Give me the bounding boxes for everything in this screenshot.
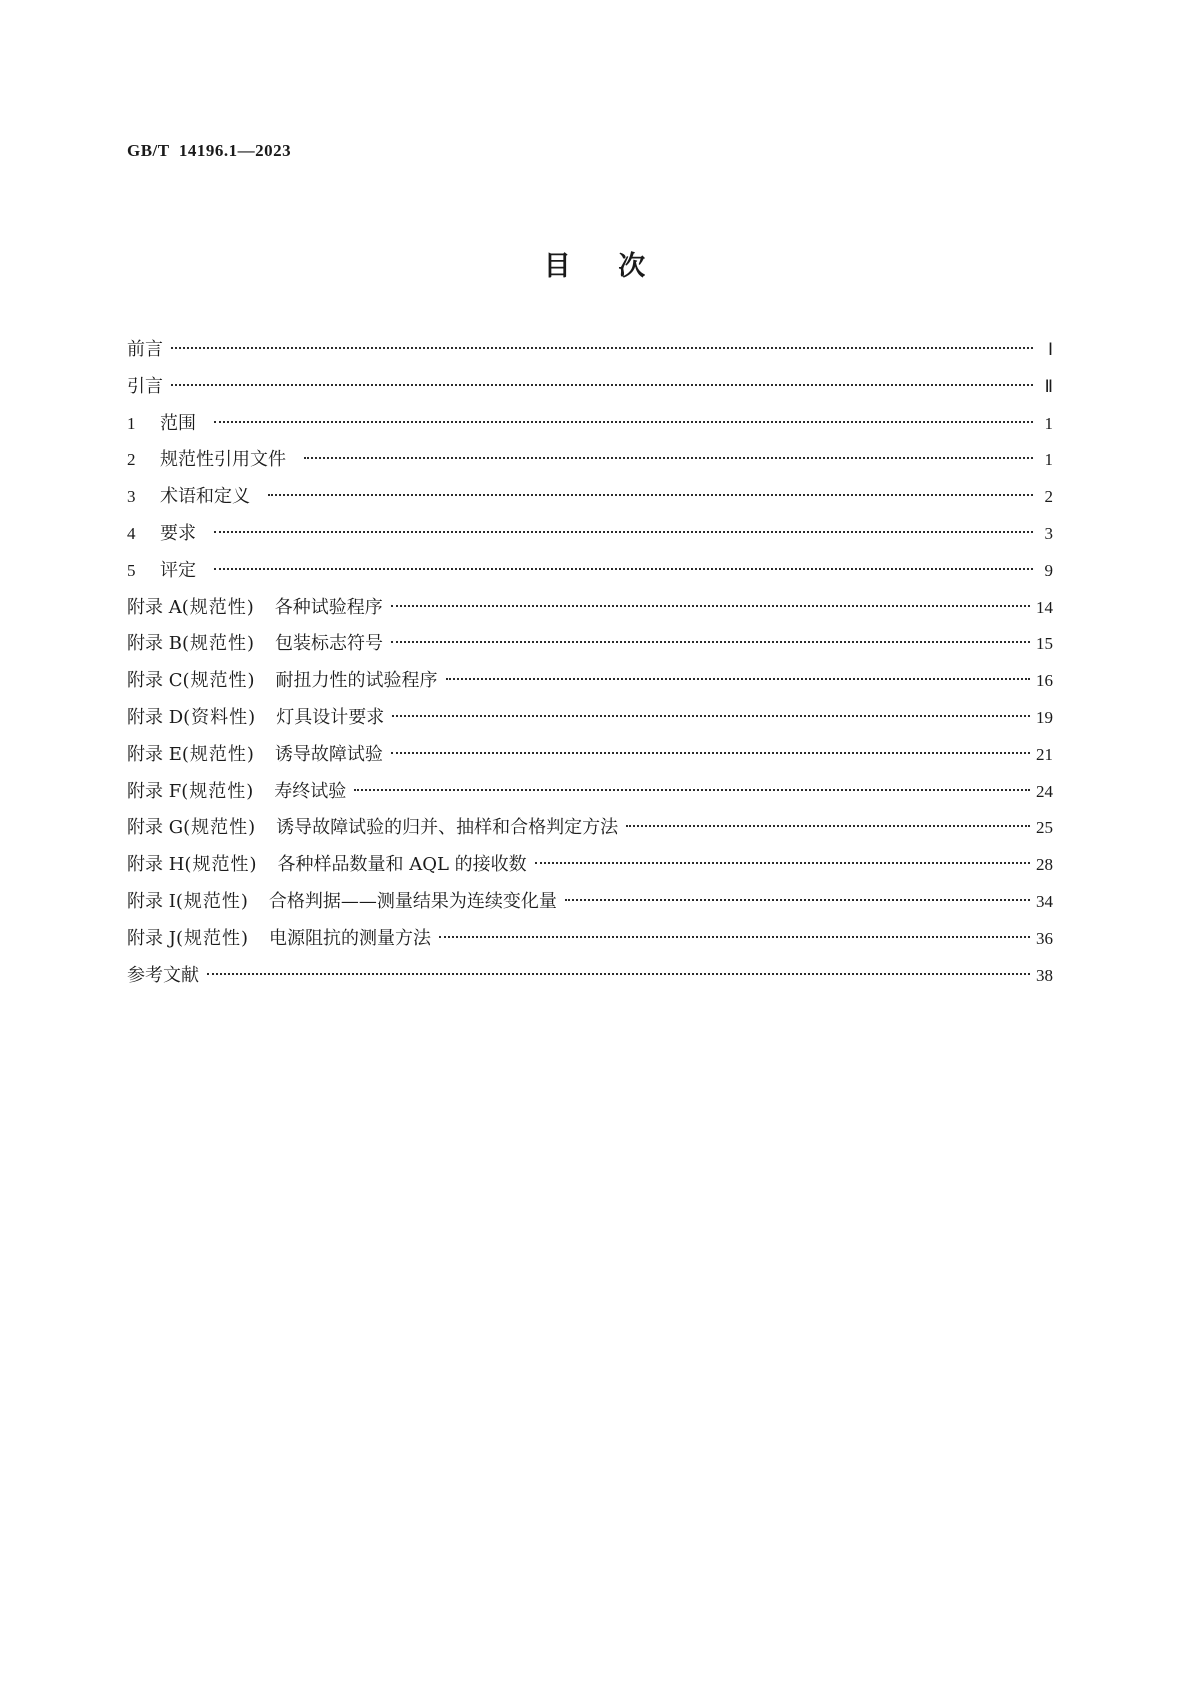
toc-entry-page: 34 — [1036, 891, 1053, 911]
toc-entry[interactable] — [127, 559, 1053, 596]
dot-leader — [171, 347, 1033, 349]
toc-entry-title: 各种样品数量和 AQL 的接收数 — [277, 854, 527, 876]
toc-entry-title: 诱导故障试验的归并、抽样和合格判定方法 — [276, 817, 619, 839]
toc-entry-title: 引言 — [127, 375, 163, 397]
toc-entry-page: 1 — [1044, 413, 1053, 433]
toc-entry-title: 电源阻抗的测量方法 — [268, 927, 431, 949]
toc-entry[interactable] — [127, 338, 1053, 375]
dot-leader — [304, 457, 1033, 459]
dot-leader — [391, 641, 1030, 643]
annex-id: 附录 G — [127, 817, 184, 839]
toc-entry-title: 灯具设计要求 — [276, 706, 385, 728]
annex-type: (资料性) — [183, 706, 257, 728]
dot-leader — [391, 605, 1030, 607]
toc-entry-annex[interactable] — [127, 706, 1053, 743]
toc-entry-page: 14 — [1036, 597, 1053, 617]
dot-leader — [214, 568, 1033, 570]
dot-leader — [439, 936, 1030, 938]
toc-entry-page: 24 — [1036, 781, 1053, 801]
toc-entry-title: 前言 — [127, 339, 163, 360]
dot-leader — [171, 384, 1033, 386]
toc-entry-annex[interactable] — [127, 780, 1053, 817]
toc-entry-title: 范围 — [160, 412, 196, 434]
toc-entry-page: 25 — [1036, 818, 1053, 838]
toc-entry[interactable] — [127, 412, 1053, 449]
toc-entry-title: 要求 — [160, 522, 196, 544]
toc-entry-page: 3 — [1044, 523, 1053, 543]
toc-entry[interactable] — [127, 964, 1053, 1001]
dot-leader — [268, 494, 1033, 496]
dot-leader — [214, 531, 1033, 533]
annex-type: (规范性) — [181, 596, 255, 618]
toc-entry[interactable] — [127, 448, 1053, 485]
toc-entry-title: 寿终试验 — [274, 780, 347, 802]
dot-leader — [391, 752, 1030, 754]
annex-id: 附录 H — [127, 854, 185, 876]
toc-entry-title: 合格判据——测量结果为连续变化量 — [268, 890, 557, 912]
toc-entry-page: 15 — [1036, 634, 1053, 654]
toc-entry[interactable] — [127, 522, 1053, 559]
annex-type: (规范性) — [183, 817, 257, 839]
toc-entry-annex[interactable] — [127, 927, 1053, 964]
dot-leader — [535, 862, 1030, 864]
toc-entry[interactable] — [127, 485, 1053, 522]
annex-type: (规范性) — [181, 780, 255, 802]
toc-entry-page: 1 — [1044, 450, 1053, 470]
toc-entry-number: 3 — [127, 487, 136, 507]
toc-entry-annex[interactable] — [127, 743, 1053, 780]
toc-entry-annex[interactable] — [127, 632, 1053, 669]
annex-type: (规范性) — [175, 927, 249, 949]
toc-entry-page: 16 — [1036, 671, 1053, 691]
annex-type: (规范性) — [181, 633, 255, 655]
toc-entry-page: Ⅱ — [1044, 376, 1053, 396]
toc-entry[interactable] — [127, 375, 1053, 412]
dot-leader — [446, 678, 1030, 680]
toc-entry-title: 包装标志符号 — [275, 633, 383, 655]
toc-entry-page: 19 — [1036, 707, 1053, 727]
toc-entry-annex[interactable] — [127, 853, 1053, 890]
toc-entry-number: 5 — [127, 560, 136, 580]
toc-entry-number: 4 — [127, 523, 136, 543]
toc-entry-page: 2 — [1044, 487, 1053, 507]
toc-entry-annex[interactable] — [127, 669, 1053, 706]
dot-leader — [565, 899, 1030, 901]
toc-entry-title: 规范性引用文件 — [160, 449, 286, 471]
document-code: GB/T 14196.1—2023 — [127, 141, 292, 160]
toc-entry-title: 诱导故障试验 — [274, 743, 383, 765]
annex-id: 附录 D — [127, 706, 184, 728]
annex-id: 附录 C — [127, 670, 183, 692]
toc-entry-page: 9 — [1044, 560, 1053, 580]
toc-entry-page: 21 — [1036, 744, 1053, 764]
dot-leader — [626, 825, 1030, 827]
annex-id: 附录 I — [127, 890, 176, 912]
dot-leader — [207, 973, 1030, 975]
page-title: 目 次 — [543, 251, 648, 282]
annex-id: 附录 B — [127, 633, 182, 655]
annex-type: (规范性) — [182, 670, 256, 692]
toc-entry-annex[interactable] — [127, 816, 1053, 853]
annex-type: (规范性) — [181, 743, 255, 765]
toc-entry-number: 2 — [127, 450, 136, 470]
toc-entry-page: 36 — [1036, 928, 1053, 948]
dot-leader — [354, 789, 1030, 791]
annex-id: 附录 A — [127, 596, 182, 618]
annex-id: 附录 J — [127, 927, 176, 949]
toc-entry-title: 评定 — [160, 559, 196, 581]
toc-entry-page: 28 — [1036, 855, 1053, 875]
dot-leader — [392, 715, 1030, 717]
toc-entry-title: 术语和定义 — [160, 486, 250, 508]
toc-entry-annex[interactable] — [127, 890, 1053, 927]
annex-type: (规范性) — [184, 854, 258, 876]
table-of-contents — [127, 338, 1053, 1000]
annex-id: 附录 E — [127, 743, 182, 765]
annex-id: 附录 F — [127, 780, 182, 802]
toc-entry-title: 参考文献 — [127, 964, 199, 986]
annex-type: (规范性) — [175, 890, 249, 912]
toc-entry-annex[interactable] — [127, 596, 1053, 633]
toc-entry-page: 38 — [1036, 965, 1053, 985]
toc-entry-title: 耐扭力性的试验程序 — [275, 670, 438, 692]
toc-entry-title: 各种试验程序 — [274, 596, 383, 618]
dot-leader — [214, 421, 1033, 423]
toc-entry-page: Ⅰ — [1047, 340, 1053, 359]
toc-entry-number: 1 — [127, 413, 136, 433]
